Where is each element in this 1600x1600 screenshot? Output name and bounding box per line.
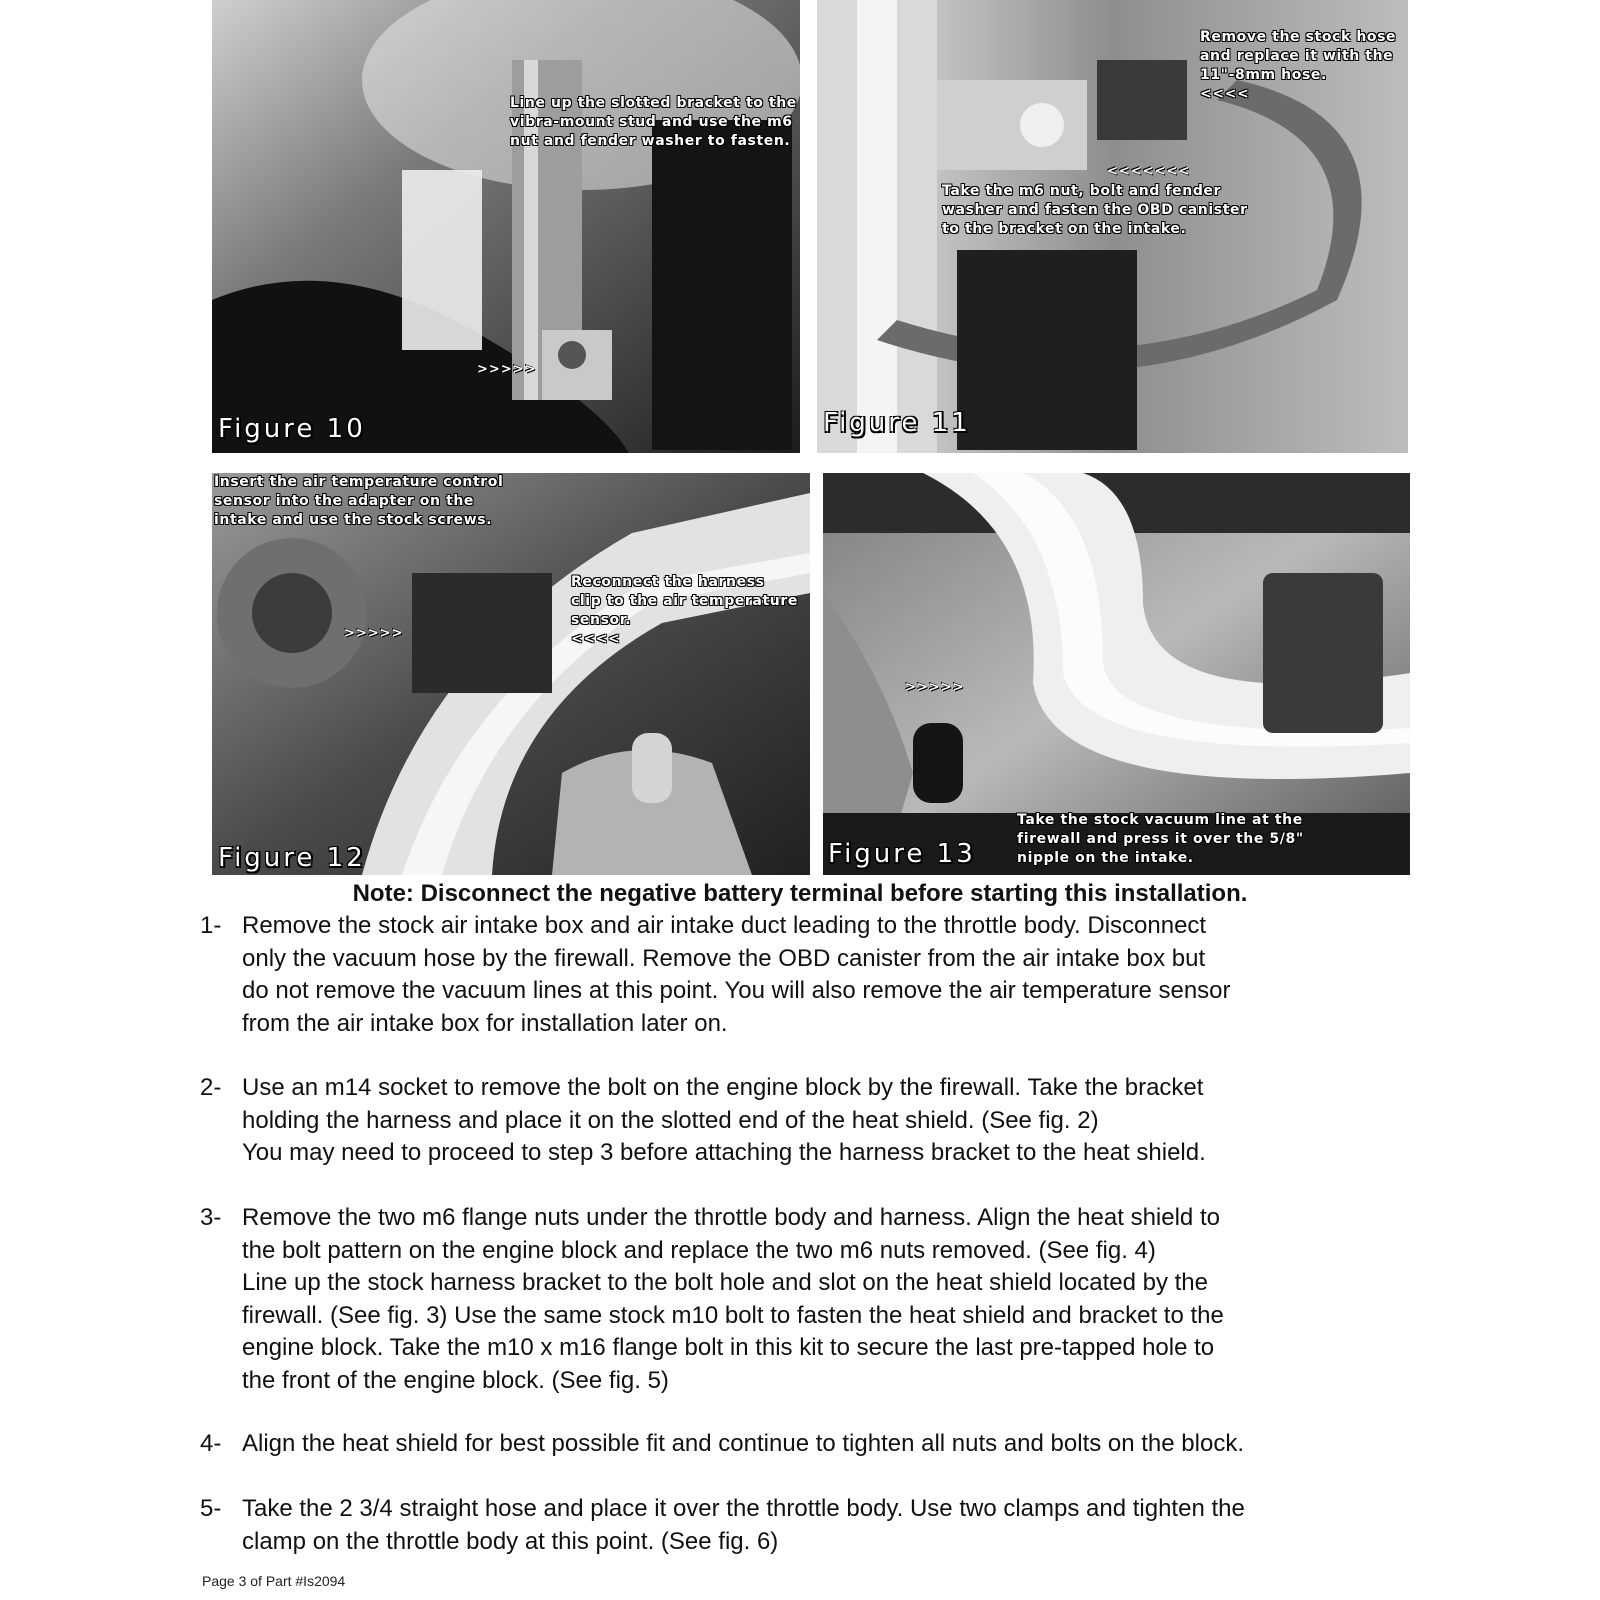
- step-number: 3-: [200, 1204, 222, 1231]
- step-text: Align the heat shield for best possible fit and continue to tighten all nuts and bolts on the block.: [242, 1430, 1244, 1457]
- step-text: Use an m14 socket to remove the bolt on the engine block by the firewall. Take the bracket holding the harness and place it on the slotted end of the heat shield. (See fig. 2) You may need to proceed to step 3 before attaching the harness bracket to the heat shield.: [242, 1074, 1206, 1167]
- step-number: 4-: [200, 1430, 222, 1457]
- figure-12-caption-top: Insert the air temperature control sensor into the adapter on the intake and use the stock screws.: [214, 474, 504, 528]
- figure-10-arrow: >>>>>: [477, 362, 537, 377]
- figure-10-caption: Line up the slotted bracket to the vibra-mount stud and use the m6 nut and fender washer to fasten.: [510, 95, 797, 149]
- step-text: Remove the stock air intake box and air intake duct leading to the throttle body. Disconnect only the vacuum hose by the firewall. Remove the OBD canister from the air intake box but do not remove the vacuum lines at this point. You will also remove the air temperature sensor from the air intake box for installation later on.: [242, 912, 1231, 1037]
- figure-11-caption-mid: Take the m6 nut, bolt and fender washer and fasten the OBD canister to the bracket on the intake.: [942, 183, 1248, 237]
- figure-12-label: Figure 12: [218, 843, 366, 873]
- step-number: 2-: [200, 1074, 222, 1101]
- figure-12-photo: [212, 473, 810, 875]
- page-footer: Page 3 of Part #Is2094: [202, 1573, 346, 1589]
- figure-11-label: Figure 11: [823, 408, 971, 438]
- figure-13-label: Figure 13: [828, 839, 976, 869]
- figure-11-arrow: <<<<<<<: [1107, 164, 1191, 179]
- figure-12-arrow: >>>>>: [344, 626, 404, 641]
- step-text: Remove the two m6 flange nuts under the throttle body and harness. Align the heat shield to the bolt pattern on the engine block and replace the two m6 nuts removed. (See fig. 4) Line up the stock harness bracket to the bolt hole and slot on the heat shield located by the firewall. (See fig. 3) Use the same stock m10 bolt to fasten the heat shield and bracket to the engine block. Take the m10 x m16 flange bolt in this kit to secure the last pre-tapped hole to the front of the engine block. (See fig. 5): [242, 1204, 1224, 1394]
- figure-10-photo: [212, 0, 800, 453]
- engine-bay-photo-12: [212, 473, 810, 875]
- figure-13-photo: [823, 473, 1410, 875]
- step-text: Take the 2 3/4 straight hose and place it over the throttle body. Use two clamps and tighten the clamp on the throttle body at this point. (See fig. 6): [242, 1495, 1245, 1555]
- engine-bay-photo-10: [212, 0, 800, 453]
- figure-10-label: Figure 10: [218, 414, 366, 444]
- step-number: 5-: [200, 1495, 222, 1522]
- figure-11-caption-top: Remove the stock hose and replace it with the 11"-8mm hose. <<<<: [1200, 29, 1397, 102]
- figure-13-caption: Take the stock vacuum line at the firewall and press it over the 5/8" nipple on the intake.: [1017, 812, 1304, 866]
- figure-12-caption-mid: Reconnect the harness clip to the air temperature sensor. <<<<: [571, 574, 798, 647]
- installation-note: Note: Disconnect the negative battery terminal before starting this installation.: [352, 880, 1248, 907]
- step-number: 1-: [200, 912, 222, 939]
- figure-13-arrow: >>>>>: [905, 680, 965, 695]
- figure-11-photo: [817, 0, 1408, 453]
